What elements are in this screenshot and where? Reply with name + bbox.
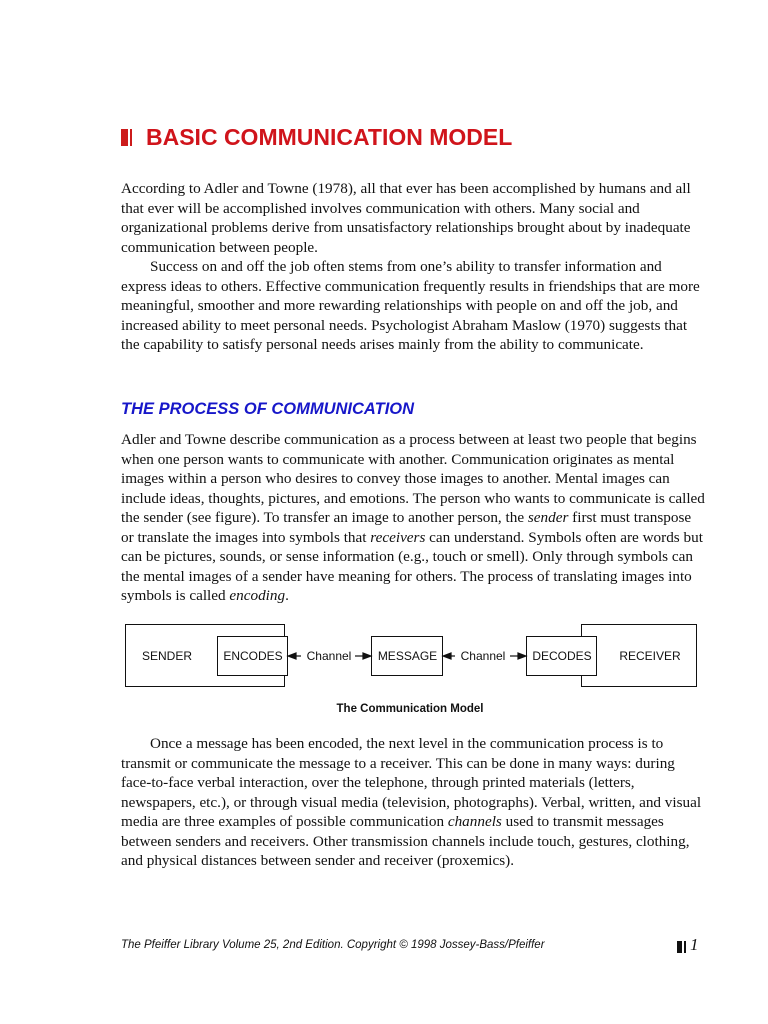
channels-term: channels	[447, 813, 502, 830]
intro-paragraph-2: Success on and off the job often stems from one’s ability to transfer information and express ideas to others. Effective communication frequently results in friendships that are more meaningful, smoother and more rewarding relationships with people on and off the job, and increased ability to meet personal needs. Psychologist Abraham Maslow (1970) suggests that the capability to satisfy personal needs arises mainly from the ability to communicate.	[121, 258, 700, 353]
page-number: 1	[690, 935, 699, 954]
process-text-2: first must transpose or translate the images into symbols that	[121, 509, 692, 546]
process-paragraph	[121, 430, 705, 606]
intro-paragraph-1: According to Adler and Towne (1978), all that ever has been accomplished by humans and all that ever will be accomplished involves communication with others. Many social and organizational problems derive from unsatisfactory relationships brought about by inadequate communication between people.	[121, 180, 691, 256]
receivers-term: receivers	[370, 528, 426, 546]
transmit-text-1: Once a message has been encoded, the next level in the communication process is to transmit or communicate the message to a receiver. This can be done in many ways: during face-to-face verbal interaction, over the telephone, through printed materials (letters, newspapers, etc.), or through visual media (television, photographs). Verbal, written, and visual media are three examples of possible communication	[121, 735, 702, 830]
channel-label-1: Channel	[306, 649, 352, 663]
transmit-text	[121, 734, 705, 871]
section-title-row	[121, 122, 512, 152]
process-text-4: .	[285, 587, 289, 604]
communication-model-diagram	[125, 624, 698, 688]
subheading: THE PROCESS OF COMMUNICATION	[121, 400, 415, 418]
sender-label: SENDER	[141, 649, 192, 663]
encodes-label: ENCODES	[223, 649, 283, 663]
transmit-text-2: used to transmit messages between senders and receivers. Other transmission channels include touch, gestures, clothing, and physical distances between sender and receiver (proxemics).	[121, 813, 690, 869]
arrow-1-icon	[288, 653, 296, 659]
decodes-label: DECODES	[532, 649, 592, 663]
diagram-caption: The Communication Model	[336, 703, 484, 715]
sender-term: sender	[527, 509, 569, 526]
receiver-label: RECEIVER	[619, 649, 681, 663]
process-text	[121, 430, 705, 606]
transmit-paragraph	[121, 734, 705, 871]
intro-text	[121, 179, 705, 355]
encoding-term: encoding	[229, 587, 286, 604]
arrow-4-icon	[518, 653, 526, 659]
section-marker-icon	[121, 129, 132, 146]
process-text-3: can understand. Symbols often are words but can be pictures, sounds, or sense information (e.g., touch or smell). Only through symbols can the mental images of a sender have meaning for others. The process of translating images into symbols is called	[121, 528, 703, 604]
footer-marker-icon	[677, 941, 686, 953]
arrow-2-icon	[363, 653, 371, 659]
arrow-3-icon	[443, 653, 451, 659]
page-title: BASIC COMMUNICATION MODEL	[146, 124, 513, 150]
channel-label-2: Channel	[460, 649, 506, 663]
footer-copyright: The Pfeiffer Library Volume 25, 2nd Edition. Copyright © 1998 Jossey-Bass/Pfeiffer	[121, 939, 545, 951]
process-text-1: Adler and Towne describe communication as a process between at least two people that begins when one person wants to communicate with another. Communication originates as mental images within a person who desires to convey those images to another. Mental images can include ideas, thoughts, pictures, and emotions. The person who wants to communicate is called the sender (see figure). To transfer an image to another person, the	[121, 431, 705, 526]
message-label: MESSAGE	[377, 649, 438, 663]
